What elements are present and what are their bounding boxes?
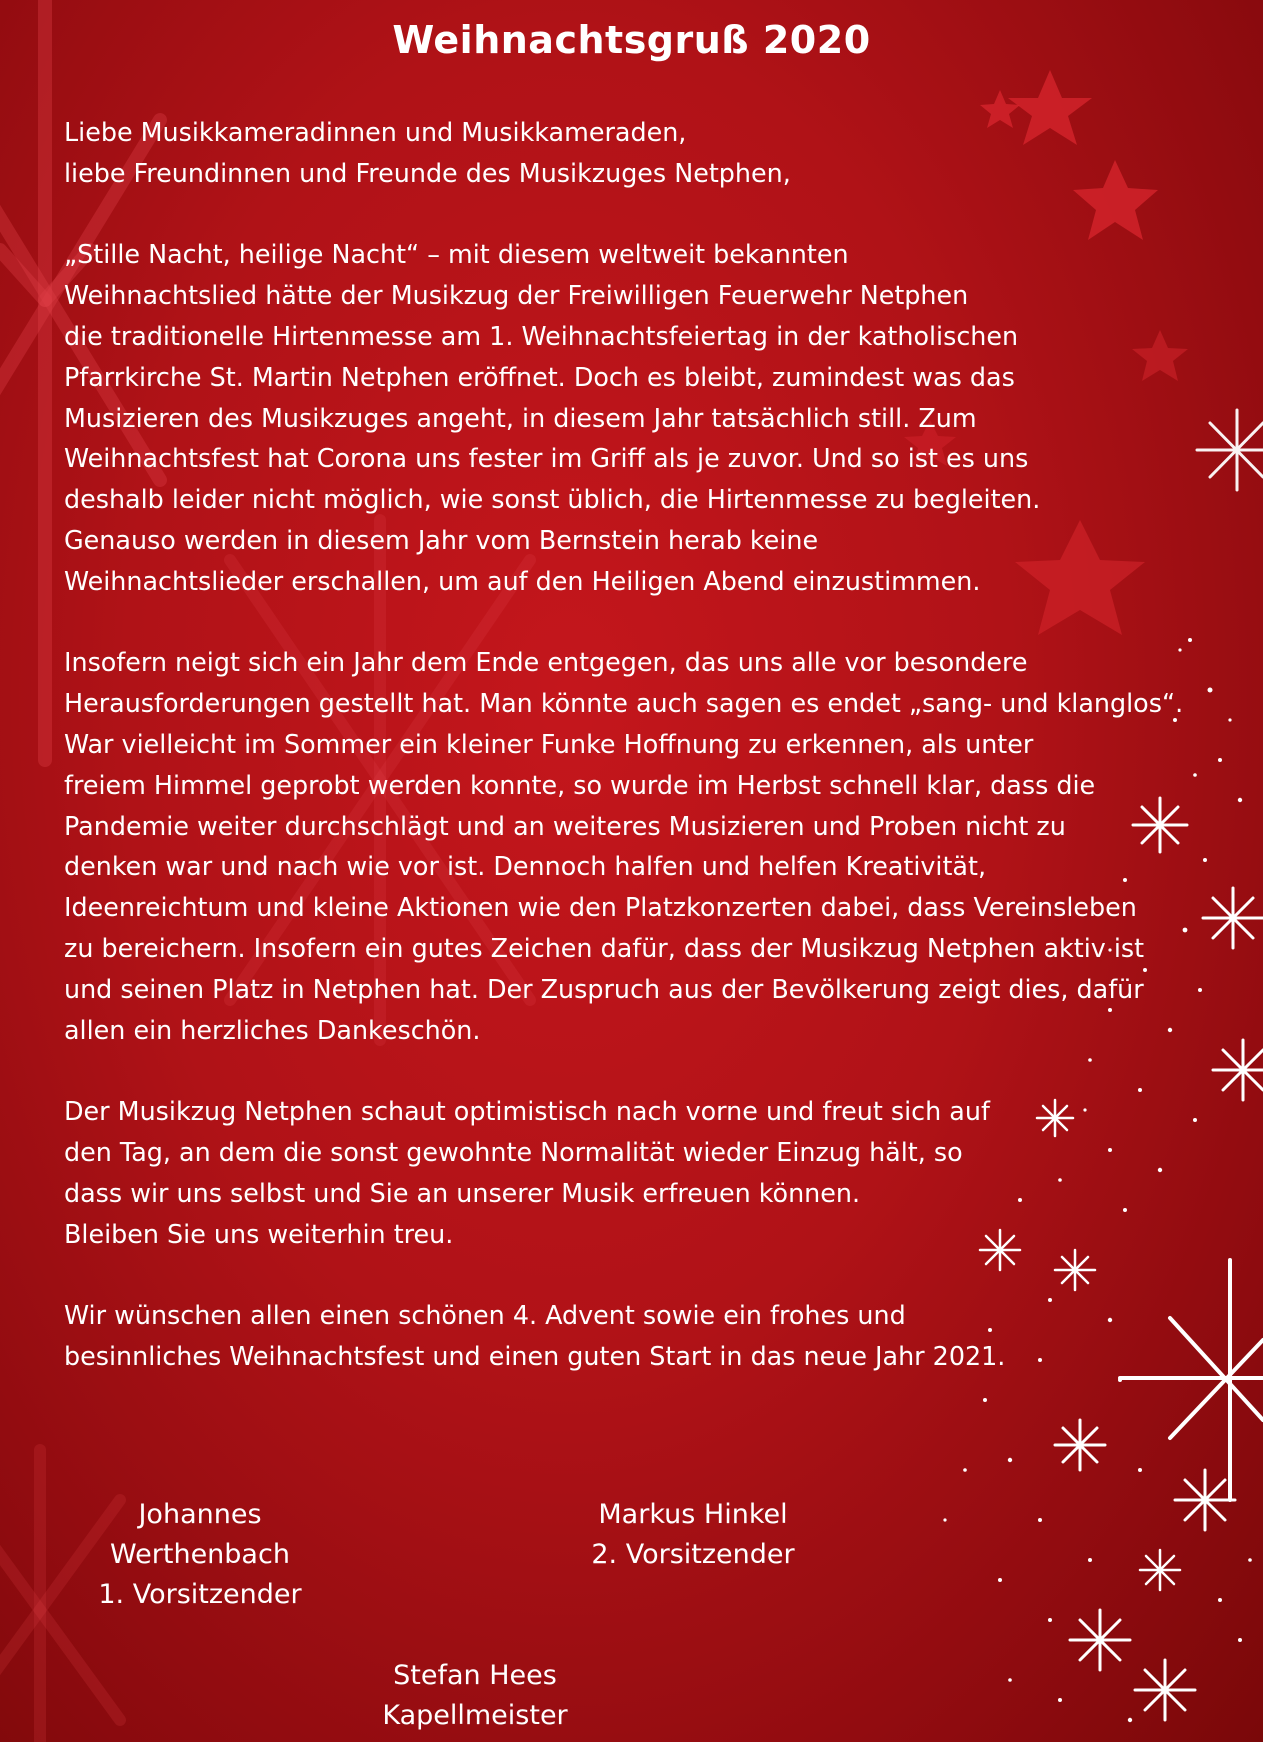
signature-name: Stefan Hees <box>393 1660 557 1691</box>
paragraph-line: „Stille Nacht, heilige Nacht“ – mit diesem weltweit bekannten <box>64 239 849 270</box>
greeting <box>64 112 1254 194</box>
paragraph-4 <box>64 1295 1254 1377</box>
paragraph-line: Ideenreichtum und kleine Aktionen wie den Platzkonzerten dabei, dass Vereinsleben <box>64 892 1137 923</box>
paragraph-1 <box>64 234 1254 601</box>
signature-role: 1. Vorsitzender <box>98 1579 302 1610</box>
paragraph-line: Musizieren des Musikzuges angeht, in diesem Jahr tatsächlich still. Zum <box>64 402 977 433</box>
signature-role: Kapellmeister <box>382 1700 568 1731</box>
paragraph-line: Bleiben Sie uns weiterhin treu. <box>64 1218 454 1249</box>
greeting-line: liebe Freundinnen und Freunde des Musikzuges Netphen, <box>64 157 791 188</box>
paragraph-line: Weihnachtslied hätte der Musikzug der Freiwilligen Feuerwehr Netphen <box>64 280 969 311</box>
paragraph-line: allen ein herzliches Dankeschön. <box>64 1014 481 1045</box>
paragraph-line: Pandemie weiter durchschlägt und an weiteres Musizieren und Proben nicht zu <box>64 810 1066 841</box>
signature-vice-chairman <box>568 1495 818 1575</box>
paragraph-line: zu bereichern. Insofern ein gutes Zeichen dafür, dass der Musikzug Netphen aktiv ist <box>64 932 1145 963</box>
paragraph-line: dass wir uns selbst und Sie an unserer Musik erfreuen können. <box>64 1177 861 1208</box>
paragraph-line: besinnliches Weihnachtsfest und einen guten Start in das neue Jahr 2021. <box>64 1340 1006 1371</box>
paragraph-line: den Tag, an dem die sonst gewohnte Normalität wieder Einzug hält, so <box>64 1136 963 1167</box>
paragraph-line: freiem Himmel geprobt werden konnte, so wurde im Herbst schnell klar, dass die <box>64 769 1096 800</box>
paragraph-3 <box>64 1091 1254 1254</box>
signature-role: 2. Vorsitzender <box>591 1539 795 1570</box>
paragraph-line: denken war und nach wie vor ist. Dennoch halfen und helfen Kreativität, <box>64 851 987 882</box>
page-title: Weihnachtsgruß 2020 <box>392 18 871 62</box>
signature-name: Markus Hinkel <box>598 1499 788 1530</box>
paragraph-line: Weihnachtslieder erschallen, um auf den Heiligen Abend einzustimmen. <box>64 565 981 596</box>
paragraph-line: Der Musikzug Netphen schaut optimistisch nach vorne und freut sich auf <box>64 1096 990 1127</box>
letter-body <box>64 112 1254 1377</box>
paragraph-line: und seinen Platz in Netphen hat. Der Zuspruch aus der Bevölkerung zeigt dies, dafür <box>64 973 1144 1004</box>
paragraph-line: Pfarrkirche St. Martin Netphen eröffnet. Doch es bleibt, zumindest was das <box>64 361 1015 392</box>
signature-conductor <box>365 1656 585 1736</box>
paragraph-line: War vielleicht im Sommer ein kleiner Funke Hoffnung zu erkennen, als unter <box>64 728 1034 759</box>
paragraph-2 <box>64 642 1254 1050</box>
paragraph-line: Weihnachtsfest hat Corona uns fester im Griff als je zuvor. Und so ist es uns <box>64 443 1029 474</box>
paragraph-line: deshalb leider nicht möglich, wie sonst üblich, die Hirtenmesse zu begleiten. <box>64 484 1041 515</box>
signature-chairman <box>50 1495 350 1615</box>
paragraph-line: Insofern neigt sich ein Jahr dem Ende entgegen, das uns alle vor besondere <box>64 647 1028 678</box>
paragraph-line: die traditionelle Hirtenmesse am 1. Weihnachtsfeiertag in der katholischen <box>64 320 1019 351</box>
paragraph-line: Genauso werden in diesem Jahr vom Bernstein herab keine <box>64 524 819 555</box>
paragraph-line: Wir wünschen allen einen schönen 4. Advent sowie ein frohes und <box>64 1300 906 1331</box>
paragraph-line: Herausforderungen gestellt hat. Man könnte auch sagen es endet „sang- und klanglos“. <box>64 688 1184 719</box>
signature-name: Johannes Werthenbach <box>110 1499 290 1570</box>
greeting-line: Liebe Musikkameradinnen und Musikkameraden, <box>64 117 687 147</box>
